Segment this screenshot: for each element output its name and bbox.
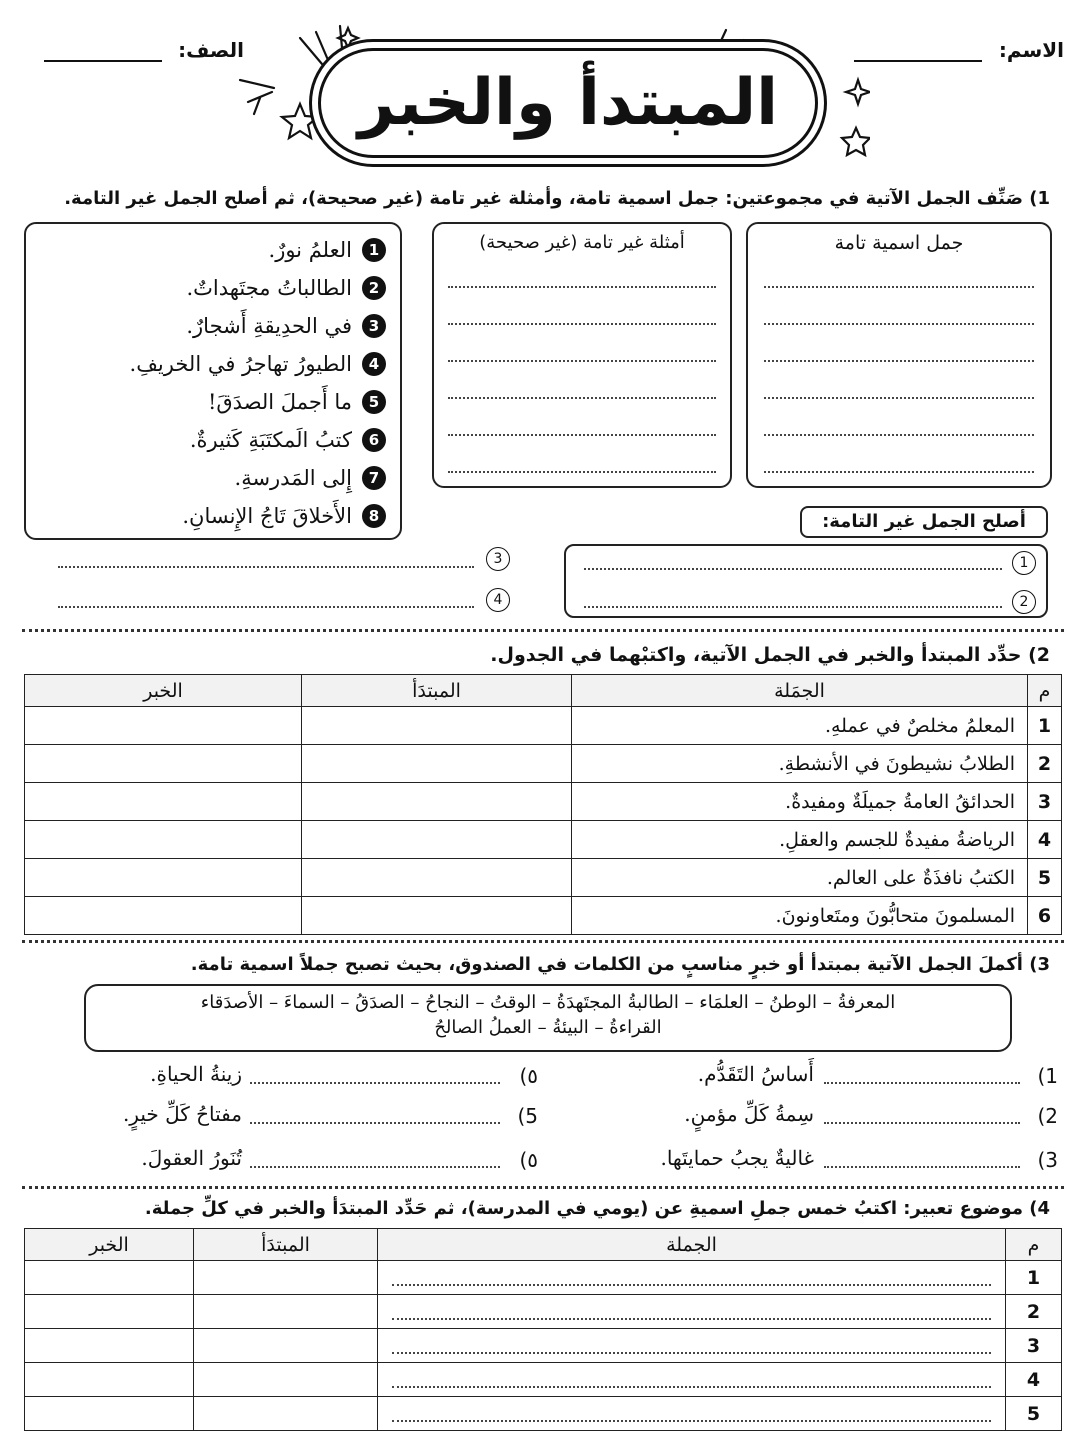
number-circle: 3 — [486, 547, 510, 571]
predicate-cell[interactable] — [25, 783, 302, 821]
number-badge: 1 — [362, 238, 386, 262]
complete-sentences-box — [746, 222, 1052, 488]
page-title: المبتدأ والخبر — [357, 66, 779, 140]
answer-line[interactable] — [764, 434, 1034, 436]
table-row — [25, 821, 1062, 859]
sentence-text: كتبُ الَمكتَبَةِ كَثيرةٌ. — [189, 428, 352, 452]
sentence-text: ما أَجملَ الصدَقَ! — [207, 390, 352, 414]
item-text: سِمةُ كَلِّ مؤمنٍ. — [684, 1102, 814, 1126]
q4-table — [24, 1228, 1062, 1431]
item-number: ٥) — [519, 1148, 538, 1172]
predicate-cell[interactable] — [25, 897, 302, 935]
item-text: غاليةٌ يجبُ حمايتَها. — [660, 1146, 814, 1170]
item-number: 3) — [1037, 1148, 1058, 1172]
number-badge: 7 — [362, 466, 386, 490]
answer-line[interactable] — [448, 471, 716, 473]
answer-line[interactable] — [764, 323, 1034, 325]
title-badge — [318, 48, 818, 158]
section-divider — [22, 629, 1064, 632]
list-item — [208, 388, 386, 416]
fill-item — [558, 1102, 1058, 1132]
item-text: تُنَورُ العقولَ. — [141, 1146, 242, 1170]
header-num: م — [1028, 675, 1062, 707]
section-divider — [22, 940, 1064, 943]
fill-item — [58, 1146, 538, 1176]
subject-cell[interactable] — [302, 745, 572, 783]
table-row — [25, 745, 1062, 783]
predicate-cell[interactable] — [25, 745, 302, 783]
row-number: 3 — [1028, 783, 1062, 821]
predicate-cell[interactable] — [25, 1329, 194, 1363]
list-item — [186, 274, 386, 302]
sentence-text: الأَخلاقَ تَاجُ الإِنسانِ. — [182, 504, 352, 528]
sentence-cell[interactable] — [378, 1295, 1006, 1329]
row-number: 1 — [1028, 707, 1062, 745]
item-text: زينةُ الحياةِ. — [150, 1062, 242, 1086]
row-number: 2 — [1028, 745, 1062, 783]
item-number: 5) — [517, 1104, 538, 1128]
subject-cell[interactable] — [302, 859, 572, 897]
answer-line[interactable] — [392, 1386, 991, 1388]
answer-line[interactable] — [448, 434, 716, 436]
subject-cell[interactable] — [194, 1329, 378, 1363]
section-divider — [22, 1186, 1064, 1189]
row-number: 4 — [1028, 821, 1062, 859]
subject-cell[interactable] — [302, 897, 572, 935]
row-sentence: الكتبُ نافذَةٌ على العالم. — [572, 859, 1028, 897]
q3-instruction: 3) أكملَ الجمل الآتية بمبتدأ أو خبرٍ مناسبٍ من الكلمات في الصندوق، بحيث تصبح جملاً اسمية تامة. — [190, 954, 1050, 975]
predicate-cell[interactable] — [25, 859, 302, 897]
row-number: 5 — [1028, 859, 1062, 897]
answer-line[interactable] — [58, 606, 474, 608]
list-item — [186, 312, 386, 340]
word-bank-box — [84, 984, 1012, 1052]
subject-cell[interactable] — [194, 1261, 378, 1295]
row-sentence: الطلابُ نشيطونَ في الأنشطةِ. — [572, 745, 1028, 783]
predicate-cell[interactable] — [25, 1363, 194, 1397]
predicate-cell[interactable] — [25, 821, 302, 859]
answer-line[interactable] — [764, 471, 1034, 473]
sentence-text: الطالباتُ مجتَهداتٌ. — [186, 276, 352, 300]
answer-line[interactable] — [448, 360, 716, 362]
number-badge: 6 — [362, 428, 386, 452]
q4-instruction: 4) موضوع تعبير: اكتبُ خمس جملِ اسميةِ عن (يومي في المدرسة)، ثم حَدِّد المبتدَأ والخبر في كلِّ جملة. — [144, 1198, 1050, 1219]
list-item — [269, 236, 386, 264]
predicate-cell[interactable] — [25, 1295, 194, 1329]
sentence-text: في الحدِيقةِ أَشجارٌ. — [186, 314, 352, 338]
sentence-text: العلمُ نورٌ. — [268, 238, 352, 262]
fill-item — [58, 1102, 538, 1132]
q2-table — [24, 674, 1062, 935]
fill-item — [58, 1062, 538, 1092]
header-subject: المبتدَأ — [194, 1229, 378, 1261]
table-row — [25, 1363, 1062, 1397]
predicate-cell[interactable] — [25, 1261, 194, 1295]
incomplete-sentences-box — [432, 222, 732, 488]
row-number: 4 — [1006, 1363, 1062, 1397]
row-number: 1 — [1006, 1261, 1062, 1295]
answer-line[interactable] — [584, 568, 1002, 570]
number-badge: 8 — [362, 504, 386, 528]
class-field[interactable] — [44, 38, 244, 64]
class-line — [44, 60, 162, 62]
fix-label: أصلح الجمل غير التامة: — [800, 506, 1048, 538]
sentence-cell[interactable] — [378, 1397, 1006, 1431]
name-field[interactable] — [844, 38, 1064, 64]
table-row — [25, 1397, 1062, 1431]
complete-sentences-title: جمل اسمية تامة — [834, 232, 964, 254]
subject-cell[interactable] — [302, 783, 572, 821]
table-row — [25, 897, 1062, 935]
row-number: 5 — [1006, 1397, 1062, 1431]
sentences-list-box — [24, 222, 402, 540]
q1-instruction: 1) صَنِّف الجمل الآتية في مجموعتين: جمل اسمية تامة، وأمثلة غير تامة (غير صحيحة)، ثم أصلح الجمل غير التامة. — [64, 188, 1050, 209]
answer-line[interactable] — [824, 1166, 1020, 1168]
item-number: ٥) — [519, 1064, 538, 1088]
sentence-cell[interactable] — [378, 1261, 1006, 1295]
answer-line[interactable] — [58, 566, 474, 568]
header-predicate: الخبر — [25, 1229, 194, 1261]
row-number: 2 — [1006, 1295, 1062, 1329]
answer-line[interactable] — [764, 397, 1034, 399]
number-circle: 1 — [1012, 551, 1036, 575]
table-row — [25, 1329, 1062, 1363]
header-sentence: الجملة — [378, 1229, 1006, 1261]
answer-line[interactable] — [764, 286, 1034, 288]
number-circle: 2 — [1012, 590, 1036, 614]
table-row — [25, 1261, 1062, 1295]
sentence-cell[interactable] — [378, 1329, 1006, 1363]
table-row — [25, 783, 1062, 821]
number-badge: 4 — [362, 352, 386, 376]
word-bank-line: المعرفةُ – الوطنُ – العلمَاء – الطالبةُ المجتَهدَةُ – الوقتُ – النجاحُ – الصدَقُ – السماءَ – الأصدَقاء — [200, 992, 896, 1013]
word-bank-line: القراءةُ – البيئةُ – العملُ الصالحُ — [434, 1017, 662, 1038]
header-sentence: الجمَلة — [572, 675, 1028, 707]
incomplete-sentences-title: أمثلة غير تامة (غير صحيحة) — [479, 232, 685, 253]
row-number: 6 — [1028, 897, 1062, 935]
answer-line[interactable] — [584, 606, 1002, 608]
answer-line[interactable] — [392, 1420, 991, 1422]
name-line — [854, 60, 982, 62]
answer-line[interactable] — [448, 286, 716, 288]
number-badge: 2 — [362, 276, 386, 300]
subject-cell[interactable] — [302, 707, 572, 745]
subject-cell[interactable] — [194, 1295, 378, 1329]
answer-line[interactable] — [392, 1284, 991, 1286]
item-text: أَساسُ التَقَدُّم. — [697, 1062, 814, 1086]
answer-line[interactable] — [250, 1166, 500, 1168]
table-header-row — [25, 1229, 1062, 1261]
row-sentence: المعلمُ مخلصٌ في عملهِ. — [572, 707, 1028, 745]
header-predicate: الخبر — [25, 675, 302, 707]
subject-cell[interactable] — [194, 1363, 378, 1397]
fill-item — [558, 1146, 1058, 1176]
table-row — [25, 707, 1062, 745]
item-number: 2) — [1037, 1104, 1058, 1128]
item-text: مفتاحُ كَلِّ خيرٍ. — [122, 1102, 242, 1126]
header-subject: المبتدَأ — [302, 675, 572, 707]
number-badge: 5 — [362, 390, 386, 414]
answer-line[interactable] — [448, 323, 716, 325]
subject-cell[interactable] — [302, 821, 572, 859]
row-sentence: المسلمونَ متحابُّونَ ومتَعاونونَ. — [572, 897, 1028, 935]
row-number: 3 — [1006, 1329, 1062, 1363]
answer-line[interactable] — [250, 1122, 500, 1124]
answer-line[interactable] — [392, 1352, 991, 1354]
header-num: م — [1006, 1229, 1062, 1261]
number-circle: 4 — [486, 588, 510, 612]
answer-line[interactable] — [448, 397, 716, 399]
table-row — [25, 1295, 1062, 1329]
name-label: الاسم: — [998, 38, 1064, 62]
predicate-cell[interactable] — [25, 707, 302, 745]
answer-line[interactable] — [824, 1082, 1020, 1084]
sentence-text: الطيورُ تهاجرُ في الخريفِ. — [129, 352, 352, 376]
table-row — [25, 859, 1062, 897]
answer-line[interactable] — [250, 1082, 500, 1084]
row-sentence: الرياضةُ مفيدةٌ للجسم والعقلِ. — [572, 821, 1028, 859]
q2-instruction: 2) حدِّد المبتدأ والخبر في الجمل الآتية، واكتبْهما في الجدول. — [490, 644, 1050, 666]
fix-box — [564, 544, 1048, 618]
answer-line[interactable] — [392, 1318, 991, 1320]
sentence-cell[interactable] — [378, 1363, 1006, 1397]
list-item — [182, 502, 386, 530]
number-badge: 3 — [362, 314, 386, 338]
subject-cell[interactable] — [194, 1397, 378, 1431]
sentence-text: إِلى المَدرسةِ. — [234, 466, 352, 490]
row-sentence: الحدائقُ العامةُ جميلَةٌ ومفيدةٌ. — [572, 783, 1028, 821]
answer-line[interactable] — [824, 1122, 1020, 1124]
class-label: الصف: — [178, 38, 244, 62]
fill-item — [558, 1062, 1058, 1092]
predicate-cell[interactable] — [25, 1397, 194, 1431]
list-item — [130, 350, 386, 378]
list-item — [190, 426, 386, 454]
item-number: 1) — [1037, 1064, 1058, 1088]
table-header-row — [25, 675, 1062, 707]
answer-line[interactable] — [764, 360, 1034, 362]
list-item — [235, 464, 386, 492]
